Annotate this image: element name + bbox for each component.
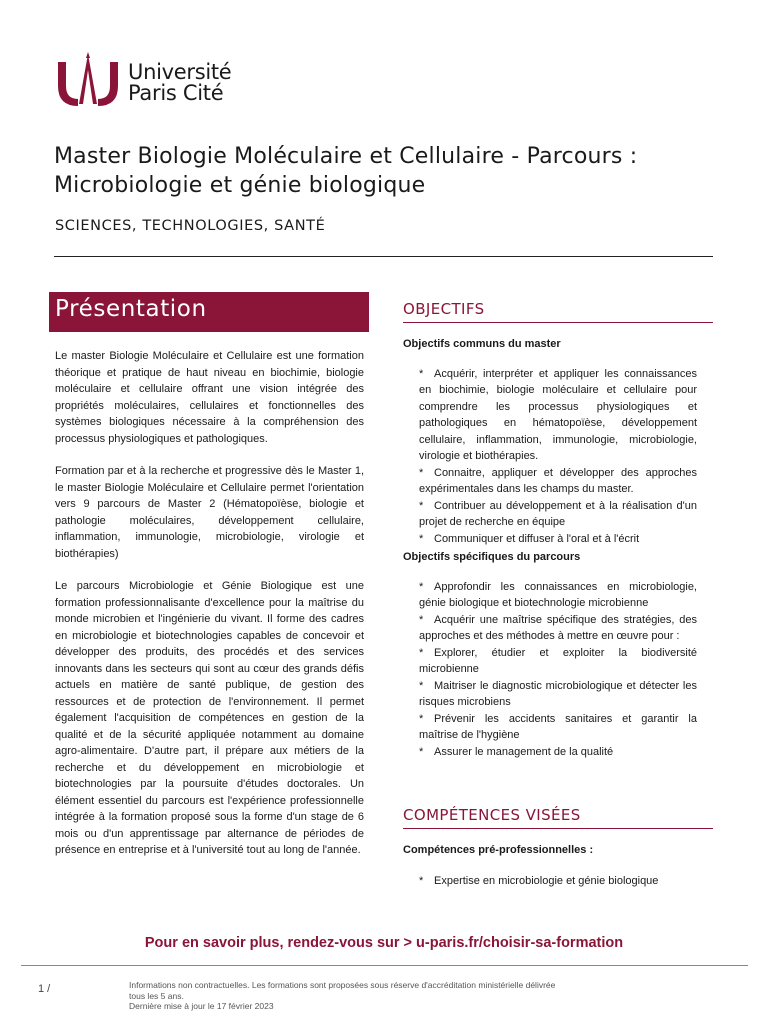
objectifs-specific-title: Objectifs spécifiques du parcours xyxy=(403,551,581,563)
list-item: * Prévenir les accidents sanitaires et garantir la maîtrise de l'hygiène xyxy=(419,712,697,741)
footer-divider xyxy=(21,965,748,966)
list-item: * Expertise en microbiologie et génie biologique xyxy=(419,874,659,887)
competences-divider xyxy=(403,828,713,829)
objectifs-content xyxy=(403,336,697,760)
more-info-link[interactable]: Pour en savoir plus, rendez-vous sur > u-paris.fr/choisir-sa-formation xyxy=(144,935,624,951)
list-item: * Maitriser le diagnostic microbiologique et détecter les risques microbiens xyxy=(419,679,697,708)
university-logo xyxy=(56,52,256,108)
objectifs-divider xyxy=(403,322,713,323)
competences-pre-title: Compétences pré-professionnelles : xyxy=(403,844,594,856)
list-item: * Acquérir, interpréter et appliquer les connaissances en biochimie, biologie moléculaire et cellulaire pour comprendre les processus physiologiques et pathologiques en hématopoïèse, développement cellulaire, inflammation, immunologie, microbiologie, virologie et biothérapies. xyxy=(419,367,697,462)
objectifs-heading: OBJECTIFS xyxy=(403,300,485,318)
header-divider xyxy=(54,256,713,257)
paragraph: Le parcours Microbiologie et Génie Biologique est une formation professionnalisante d'excellence pour la maîtrise du monde microbien et l'ingénierie du vivant. Il forme des cadres en microbiologie et biotechnologies capables de concevoir et développer des produits, des procédés et des services innovants dans les secteurs qui sont au cœur des grands défis actuels en matière de santé publique, de gestion des ressources et de protection de l'environnement. Il permet également l'acquisition de compétences en gestion de la qualité et de la sécurité appliquée notamment au domaine agro-alimentaire. D'autre part, il prépare aux métiers de la recherche et du développement en microbiologie et biotechnologies par la poursuite d'études doctorales. Un élément essentiel du parcours est l'expérience professionnelle intégrée à la formation proposé sous la forme d'un stage de 6 mois ou d'un apprentissage par alternance de périodes de présence en entreprise et à l'université tout au long de l'année. xyxy=(55,580,364,856)
paragraph: Le master Biologie Moléculaire et Cellulaire est une formation théorique et pratique de haut niveau en biochimie, biologie moléculaire et cellulaire offrant une vision intégrée des propriétés moléculaires, cellulaires et fonctionnelles des systèmes biologiques nécessaire à la compréhension des processus physiologiques et pathologiques. xyxy=(55,350,364,445)
presentation-text xyxy=(55,348,364,875)
footer-disclaimer: Informations non contractuelles. Les formations sont proposées sous réserve d'accréditation ministérielle délivrée tous les 5 ans. Dernière mise à jour le 17 février 2023 xyxy=(129,980,556,1011)
list-item: * Approfondir les connaissances en microbiologie, génie biologique et biotechnologie microbienne xyxy=(419,580,697,609)
list-item: * Assurer le management de la qualité xyxy=(419,745,614,758)
page-title: Master Biologie Moléculaire et Cellulaire - Parcours : Microbiologie et génie biologique xyxy=(54,144,638,198)
university-emblem-icon xyxy=(56,52,120,108)
list-item: * Explorer, étudier et exploiter la biodiversité microbienne xyxy=(419,646,697,675)
list-item: * Communiquer et diffuser à l'oral et à l'écrit xyxy=(419,532,640,545)
competences-heading: COMPÉTENCES VISÉES xyxy=(403,806,581,824)
paragraph: Formation par et à la recherche et progressive dès le Master 1, le master Biologie Moléculaire et Cellulaire permet l'orientation vers 9 parcours de Master 2 (Hématopoïèse, biologie et pathologie moléculaires, développement cellulaire, inflammation, immunologie, microbiologie, virologie et biothérapies) xyxy=(55,465,364,560)
presentation-heading-box xyxy=(49,292,369,332)
list-item: * Connaitre, appliquer et développer des approches expérimentales dans les champs du master. xyxy=(419,466,697,495)
university-name: Université Paris Cité xyxy=(128,60,232,105)
page-number: 1 / xyxy=(38,983,51,995)
competences-content xyxy=(403,842,697,889)
list-item: * Acquérir une maîtrise spécifique des stratégies, des approches et des méthodes à mettre en œuvre pour : xyxy=(419,613,697,642)
domain-label: SCIENCES, TECHNOLOGIES, SANTÉ xyxy=(55,218,326,234)
list-item: * Contribuer au développement et à la réalisation d'un projet de recherche en équipe xyxy=(419,499,697,528)
objectifs-common-title: Objectifs communs du master xyxy=(403,338,561,350)
presentation-heading: Présentation xyxy=(55,296,207,322)
